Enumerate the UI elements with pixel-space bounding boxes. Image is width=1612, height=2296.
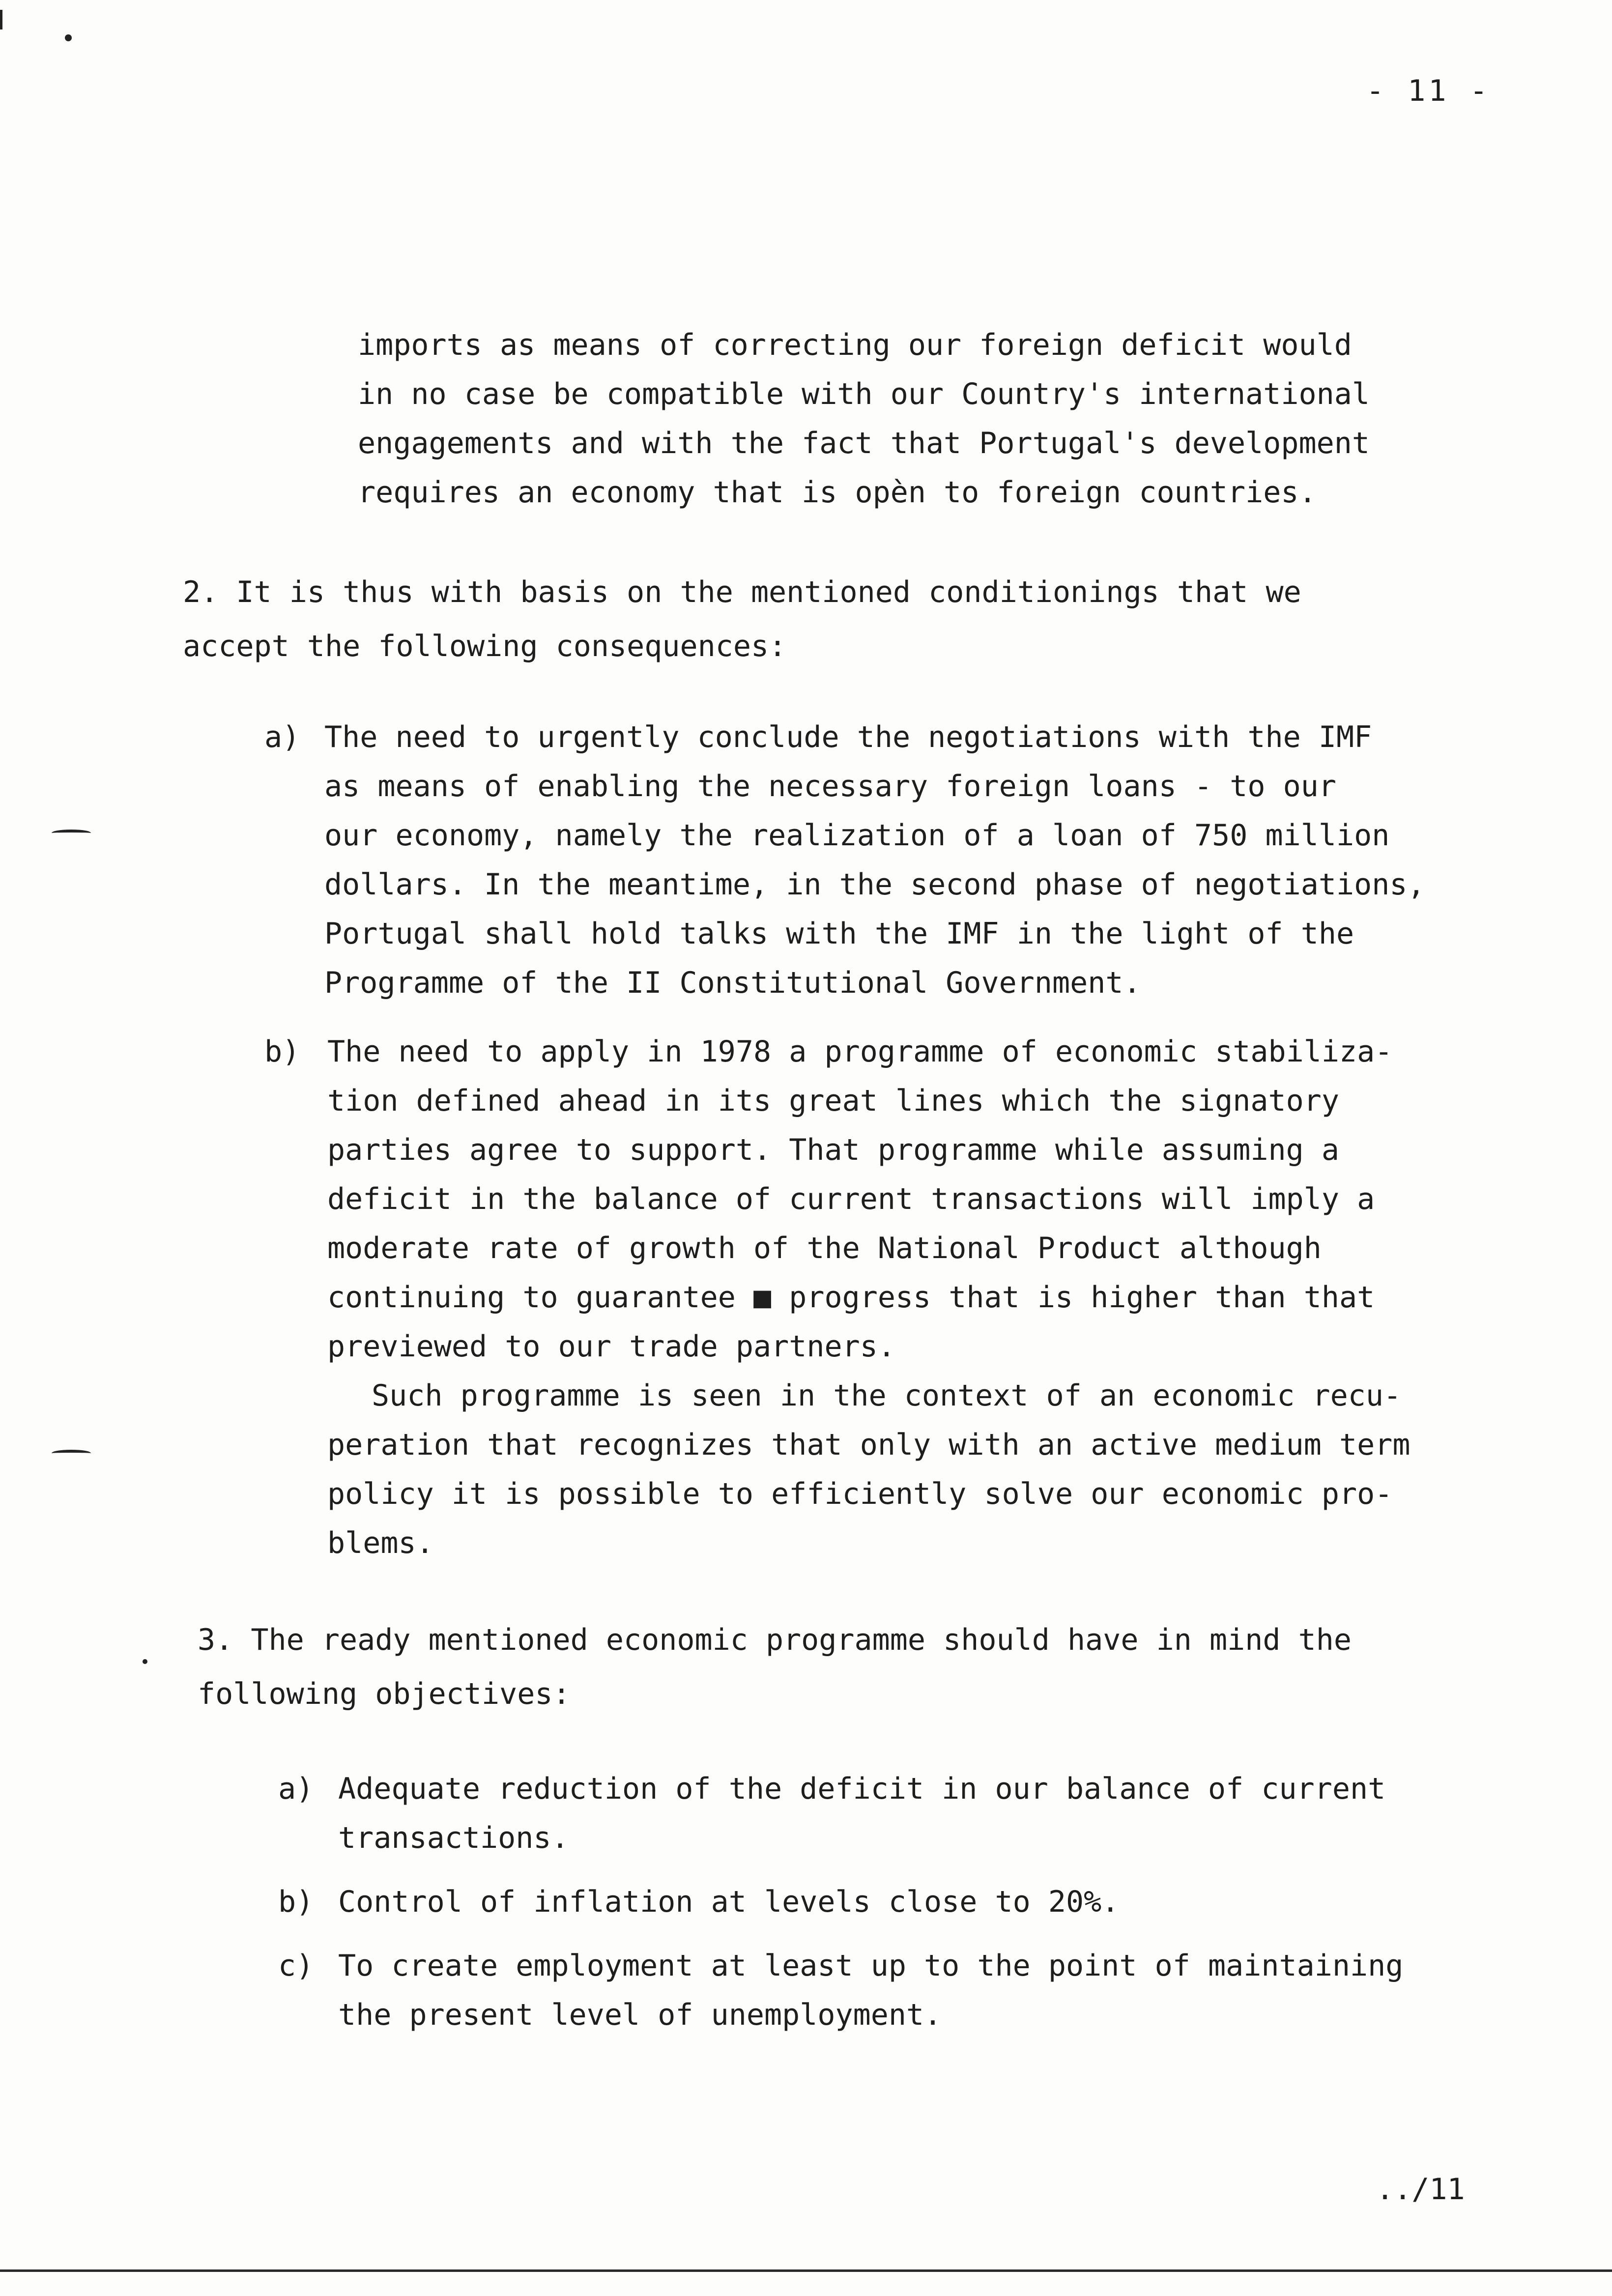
item-line: To create employment at least up to the point of maintaining [338, 1949, 1404, 1983]
section-2-item-a [264, 713, 1591, 1017]
margin-dot-mark [65, 34, 72, 41]
item-line: The need to urgently conclude the negotiations with the IMF [324, 720, 1372, 754]
bottom-rule-divider [0, 2269, 1612, 2272]
item-line: tion defined ahead in its great lines which the signatory [327, 1084, 1340, 1118]
section-3-item-a [278, 1764, 1581, 1867]
margin-edge-mark [0, 10, 2, 29]
paragraph-line: 3. The ready mentioned economic programme should have in mind the [198, 1623, 1352, 1657]
section-2-paragraph [183, 565, 1301, 673]
section-3-item-c [278, 1941, 1581, 2044]
item-marker: a) [278, 1772, 314, 1806]
item-marker: b) [278, 1885, 314, 1919]
item-line: the present level of unemployment. [338, 1998, 942, 2032]
item-line: The need to apply in 1978 a programme of economic stabiliza- [327, 1034, 1393, 1069]
paragraph-line: following objectives: [198, 1677, 571, 1711]
item-continuation-line: blems. [327, 1526, 434, 1560]
page-number: - 11 - [1366, 74, 1491, 108]
paragraph-line: accept the following consequences: [183, 629, 787, 663]
item-marker: a) [264, 720, 300, 754]
section-3-paragraph [198, 1613, 1352, 1721]
margin-dash-mark [52, 830, 91, 836]
section-3-item-b [278, 1877, 1581, 1931]
opening-paragraph [358, 320, 1370, 517]
item-line: Control of inflation at levels close to 20%. [338, 1885, 1120, 1919]
item-line: deficit in the balance of current transactions will imply a [327, 1182, 1375, 1216]
item-line: continuing to guarantee ■ progress that is higher than that [327, 1280, 1375, 1315]
margin-dot-mark [143, 1659, 147, 1664]
item-line: Programme of the II Constitutional Government. [324, 966, 1141, 1000]
paragraph-line: imports as means of correcting our foreign deficit would [358, 328, 1352, 362]
item-marker: c) [278, 1949, 314, 1983]
item-line: moderate rate of growth of the National Product although [327, 1231, 1322, 1265]
item-marker: b) [264, 1034, 300, 1069]
item-line: transactions. [338, 1821, 569, 1855]
item-continuation-line: Such programme is seen in the context of an economic recu- [372, 1378, 1402, 1413]
paragraph-line: requires an economy that is opèn to foreign countries. [358, 475, 1317, 510]
paragraph-line: engagements and with the fact that Portugal's development [358, 426, 1370, 460]
item-line: Portugal shall hold talks with the IMF in the light of the [324, 917, 1354, 951]
item-line: previewed to our trade partners. [327, 1329, 895, 1364]
item-line: dollars. In the meantime, in the second phase of negotiations, [324, 867, 1425, 902]
section-2-item-b [264, 1027, 1591, 1578]
item-line: Adequate reduction of the deficit in our balance of current [338, 1772, 1386, 1806]
margin-dash-mark [52, 1450, 91, 1457]
item-line: as means of enabling the necessary foreign loans - to our [324, 769, 1337, 804]
item-continuation-line: policy it is possible to efficiently solve our economic pro- [327, 1477, 1393, 1511]
continuation-marker: ../11 [1376, 2172, 1465, 2207]
paragraph-line: 2. It is thus with basis on the mentioned conditionings that we [183, 575, 1301, 609]
item-line: parties agree to support. That programme while assuming a [327, 1133, 1340, 1167]
paragraph-line: in no case be compatible with our Country's international [358, 377, 1370, 411]
item-continuation-line: peration that recognizes that only with an active medium term [327, 1428, 1410, 1462]
item-line: our economy, namely the realization of a loan of 750 million [324, 818, 1390, 853]
